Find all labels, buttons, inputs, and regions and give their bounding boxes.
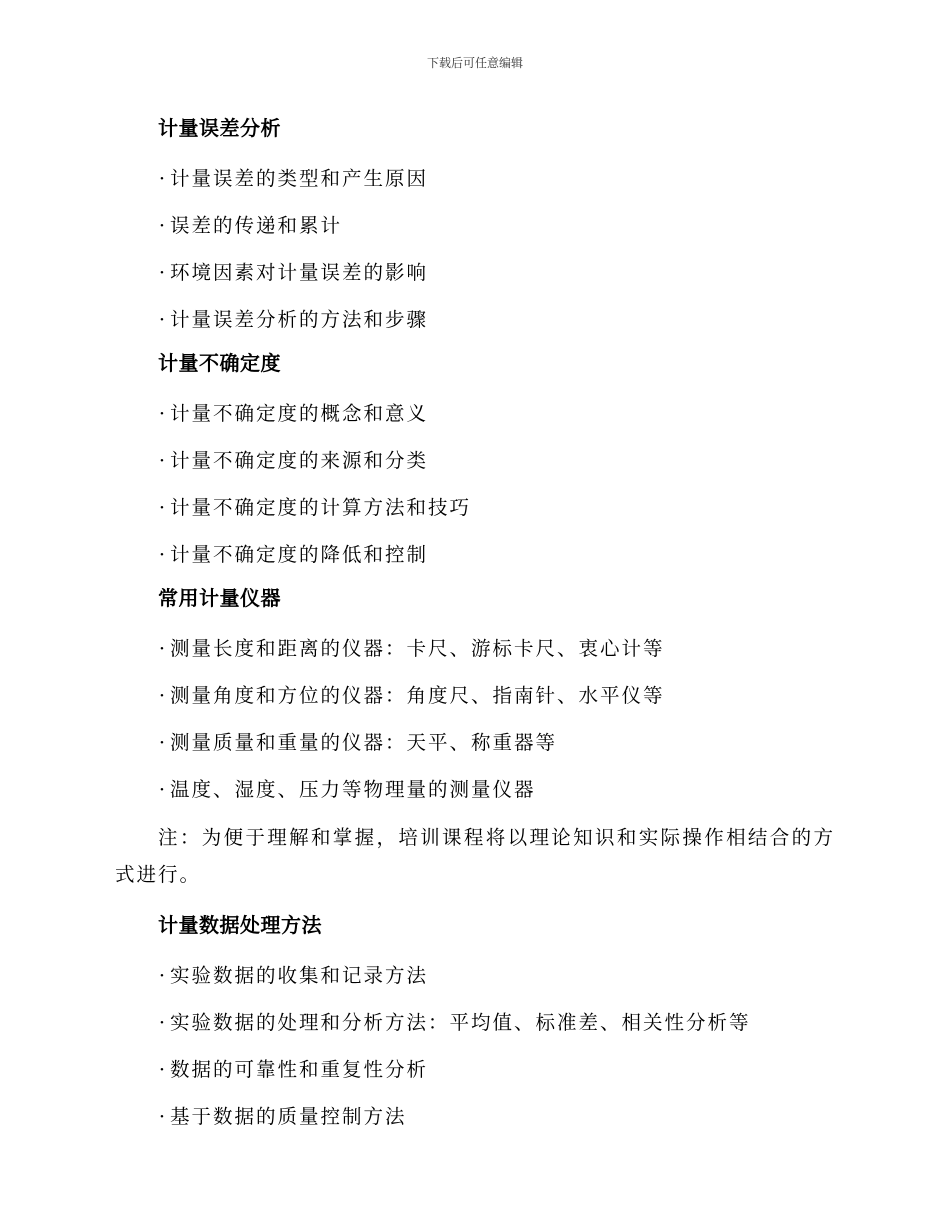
section-heading: 常用计量仪器 xyxy=(158,586,281,610)
bullet-item xyxy=(115,390,835,437)
bullet-item xyxy=(115,625,835,672)
bullet-text: 测量角度和方位的仪器：角度尺、指南针、水平仪等 xyxy=(170,684,665,707)
bullet-dot: · xyxy=(158,1105,168,1128)
note-paragraph: 注：为便于理解和掌握，培训课程将以理论知识和实际操作相结合的方式进行。 xyxy=(115,826,835,886)
bullet-text: 环境因素对计量误差的影响 xyxy=(170,261,429,284)
bullet-dot: · xyxy=(158,684,168,707)
bullet-dot: · xyxy=(158,308,168,331)
bullet-dot: · xyxy=(158,261,168,284)
bullet-item xyxy=(115,999,835,1046)
bullet-dot: · xyxy=(158,402,168,425)
bullet-dot: · xyxy=(158,496,168,519)
section-heading: 计量不确定度 xyxy=(158,351,281,375)
bullet-text: 计量不确定度的来源和分类 xyxy=(170,449,429,472)
bullet-item xyxy=(115,1093,835,1140)
bullet-text: 误差的传递和累计 xyxy=(170,214,343,237)
bullet-item xyxy=(115,719,835,766)
bullet-item xyxy=(115,952,835,999)
bullet-dot: · xyxy=(158,449,168,472)
section-heading: 计量数据处理方法 xyxy=(158,913,322,937)
bullet-dot: · xyxy=(158,778,168,801)
bullet-item xyxy=(115,531,835,578)
bullet-text: 实验数据的处理和分析方法：平均值、标准差、相关性分析等 xyxy=(170,1011,751,1034)
bullet-text: 温度、湿度、压力等物理量的测量仪器 xyxy=(170,778,536,801)
bullet-dot: · xyxy=(158,214,168,237)
bullet-text: 计量不确定度的计算方法和技巧 xyxy=(170,496,472,519)
bullet-item xyxy=(115,249,835,296)
bullet-text: 数据的可靠性和重复性分析 xyxy=(170,1058,429,1081)
bullet-text: 测量长度和距离的仪器：卡尺、游标卡尺、衷心计等 xyxy=(170,637,665,660)
bullet-dot: · xyxy=(158,1058,168,1081)
bullet-dot: · xyxy=(158,964,168,987)
bullet-item xyxy=(115,1046,835,1093)
bullet-dot: · xyxy=(158,543,168,566)
bullet-item xyxy=(115,155,835,202)
bullet-dot: · xyxy=(158,731,168,754)
bullet-text: 计量不确定度的概念和意义 xyxy=(170,402,429,425)
page-header: 下载后可任意编辑 xyxy=(426,56,523,70)
bullet-text: 计量不确定度的降低和控制 xyxy=(170,543,429,566)
bullet-item xyxy=(115,484,835,531)
bullet-item xyxy=(115,296,835,343)
bullet-text: 实验数据的收集和记录方法 xyxy=(170,964,429,987)
bullet-dot: · xyxy=(158,637,168,660)
bullet-item xyxy=(115,672,835,719)
bullet-text: 测量质量和重量的仪器：天平、称重器等 xyxy=(170,731,558,754)
bullet-dot: · xyxy=(158,167,168,190)
bullet-text: 计量误差分析的方法和步骤 xyxy=(170,308,429,331)
bullet-dot: · xyxy=(158,1011,168,1034)
section-heading: 计量误差分析 xyxy=(158,116,281,140)
bullet-item xyxy=(115,202,835,249)
document-body xyxy=(115,108,835,1140)
bullet-item xyxy=(115,766,835,813)
bullet-text: 基于数据的质量控制方法 xyxy=(170,1105,407,1128)
bullet-text: 计量误差的类型和产生原因 xyxy=(170,167,429,190)
bullet-item xyxy=(115,437,835,484)
